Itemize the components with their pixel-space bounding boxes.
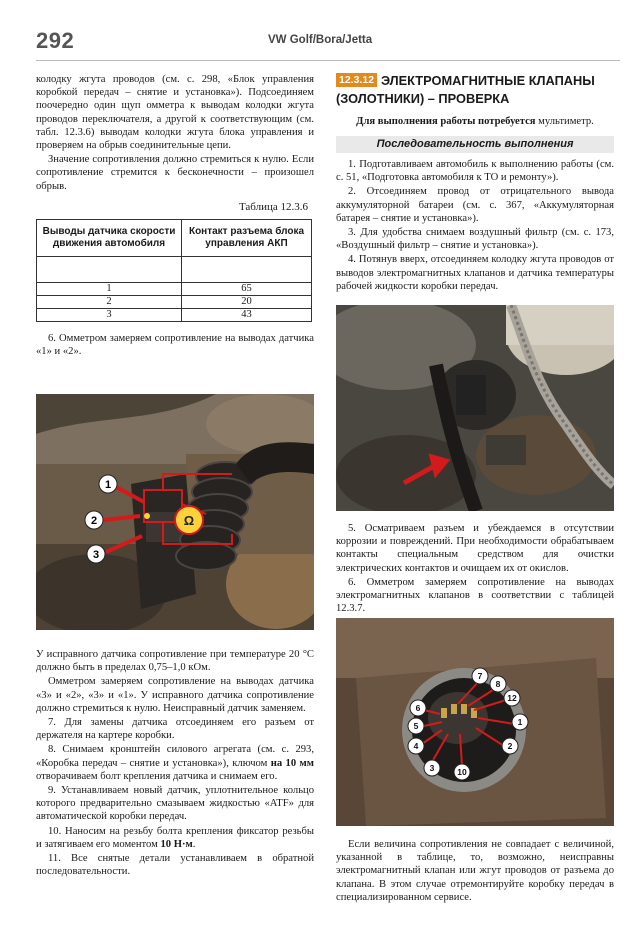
engine-bay-photo [336, 305, 614, 511]
step-1: 1. Подготавливаем автомобиль к выполнению работы (см. с. 51, «Подготовка автомобиля к ТО и ремонту»). [336, 159, 614, 184]
connector-pin-label: 4 [413, 741, 419, 751]
table-row [37, 296, 312, 309]
connector-pin-label: 5 [413, 721, 419, 731]
solenoid-connector-photo [336, 618, 614, 826]
tools-item: мультиметр. [535, 116, 594, 127]
left-paragraph-8: 9. Устанавливаем новый датчик, уплотнительное кольцо которого предварительно смазываем жидкостью «ATF» для автоматической коробки передач. [36, 785, 314, 823]
solenoid-connector-image [336, 618, 614, 826]
left-paragraph-9-end: . [192, 838, 196, 850]
connector-pin-label: 12 [507, 693, 517, 703]
step-2: 2. Отсоединяем провод от отрицательного вывода аккумуляторной батареи (см. с. 367, «Аккумуляторная батарея – снятие и установка»). [336, 186, 614, 224]
table-cell: 43 [182, 309, 312, 322]
wrench-size: на 10 мм [270, 757, 314, 769]
book-title: VW Golf/Bora/Jetta [268, 34, 373, 46]
left-paragraph-7-end: отворачиваем болт крепления датчика и снимаем его. [36, 770, 278, 782]
page-header [0, 0, 642, 60]
header-rule [36, 60, 620, 61]
step-final-note: Если величина сопротивления не совпадает с величиной, указанной в таблице, то, возможно, неисправны электромагнитный клапан или жгут проводов от разъема до клапана. В этом случае отремонтируйте коробку передач в специализированном сервисе. [336, 839, 614, 903]
step-4: 4. Потянув вверх, отсоединяем колодку жгута проводов от выводов электромагнитных клапанов и датчика температуры рабочей жидкости коробки передач. [336, 254, 614, 292]
connector-pin-label: 1 [517, 717, 523, 727]
left-paragraph-2: Значение сопротивления должно стремиться к нулю. Если сопротивление стремится к бесконечности – произошел обрыв. [36, 154, 314, 192]
right-column-steps [336, 158, 614, 294]
left-paragraph-3: 6. Омметром замеряем сопротивление на выводах датчика «1» и «2». [36, 333, 314, 358]
table-cell: 1 [37, 283, 182, 296]
table-header-row [37, 220, 312, 257]
table-cell: 2 [37, 296, 182, 309]
left-paragraph-6: 7. Для замены датчика отсоединяем его разъем от держателя на картере коробки. [36, 717, 314, 742]
sequence-heading: Последовательность выполнения [336, 136, 614, 153]
connector-pin-label: 8 [495, 679, 501, 689]
table-row [37, 309, 312, 322]
section-heading [336, 72, 614, 108]
sensor-label-1: 1 [104, 479, 112, 491]
ohm-symbol: Ω [183, 513, 195, 528]
sensor-label-3: 3 [92, 549, 100, 561]
table-cell: 20 [182, 296, 312, 309]
left-paragraph-10: 11. Все снятые детали устанавливаем в обратной последовательности. [36, 853, 314, 878]
right-column-final [336, 838, 614, 905]
sensor-label-2: 2 [90, 515, 98, 527]
table-cell: 65 [182, 283, 312, 296]
left-paragraph-1: колодку жгута проводов (см. с. 298, «Блок управления коробкой передач – снятие и установка»). Подсоединяем поочередно один щуп омметра к выводам колодки жгута проводов переключателя, а другой к соответствующим (см. табл. 12.3.6) выводам колодки жгута блока управления и проверяем на обрыв соединительные цепи. [36, 74, 314, 152]
connector-pin-label: 3 [429, 763, 435, 773]
tools-label: Для выполнения работы потребуется [356, 116, 536, 127]
connector-pin-label: 7 [477, 671, 483, 681]
engine-bay-image [336, 305, 614, 511]
tools-required [336, 116, 614, 127]
sensor-pin-table [36, 219, 312, 322]
table-header-contact: Контакт разъема блока управления АКП [182, 220, 312, 257]
table-cell: 3 [37, 309, 182, 322]
table-spacer-row [37, 257, 312, 283]
right-column-steps-2 [336, 522, 614, 616]
step-5: 5. Осматриваем разъем и убеждаемся в отсутствии коррозии и повреждений. При необходимости обрабатываем контакты специальным средством для очистки электрических контактов и очищаем их от окислов. [336, 523, 614, 574]
connector-pin-label: 6 [415, 703, 421, 713]
torque-value: 10 Н·м [160, 838, 193, 850]
left-paragraph-7 [36, 743, 314, 783]
sensor-photo-image [36, 394, 314, 630]
left-paragraph-4: У исправного датчика сопротивление при температуре 20 °С должно быть в пределах 0,75–1,0 кОм. [36, 649, 314, 674]
step-3: 3. Для удобства снимаем воздушный фильтр (см. с. 173, «Воздушный фильтр – снятие и установка»). [336, 227, 614, 252]
page-number: 292 [36, 28, 75, 53]
section-title: ЭЛЕКТРОМАГНИТНЫЕ КЛАПАНЫ (ЗОЛОТНИКИ) – ПРОВЕРКА [336, 73, 595, 106]
left-paragraph-9 [36, 825, 314, 851]
left-paragraph-7-start: 8. Снимаем кронштейн силового агрегата (см. с. 293, «Коробка передач – снятие и установка»), ключом [36, 744, 314, 769]
section-number: 12.3.12 [336, 73, 377, 87]
table-header-sensor: Выводы датчика скорости движения автомобиля [37, 220, 182, 257]
connector-pin-label: 2 [507, 741, 513, 751]
table-caption: Таблица 12.3.6 [238, 200, 308, 213]
step-6: 6. Омметром замеряем сопротивление на выводах электромагнитных клапанов в соответствии с таблицей 12.3.7. [336, 576, 614, 615]
table-row [37, 283, 312, 296]
left-column-bottom [36, 648, 314, 879]
connector-pin-label: 10 [457, 767, 467, 777]
left-column-top [36, 73, 314, 359]
sensor-photo [36, 394, 314, 630]
left-paragraph-9-start: 10. Наносим на резьбу болта крепления фиксатор резьбы и затягиваем его моментом [36, 825, 314, 850]
left-paragraph-5: Омметром замеряем сопротивление на выводах датчика «3» и «2», «3» и «1». У исправного датчика сопротивление должно стремиться к нулю. Неисправный датчик заменяем. [36, 676, 314, 714]
